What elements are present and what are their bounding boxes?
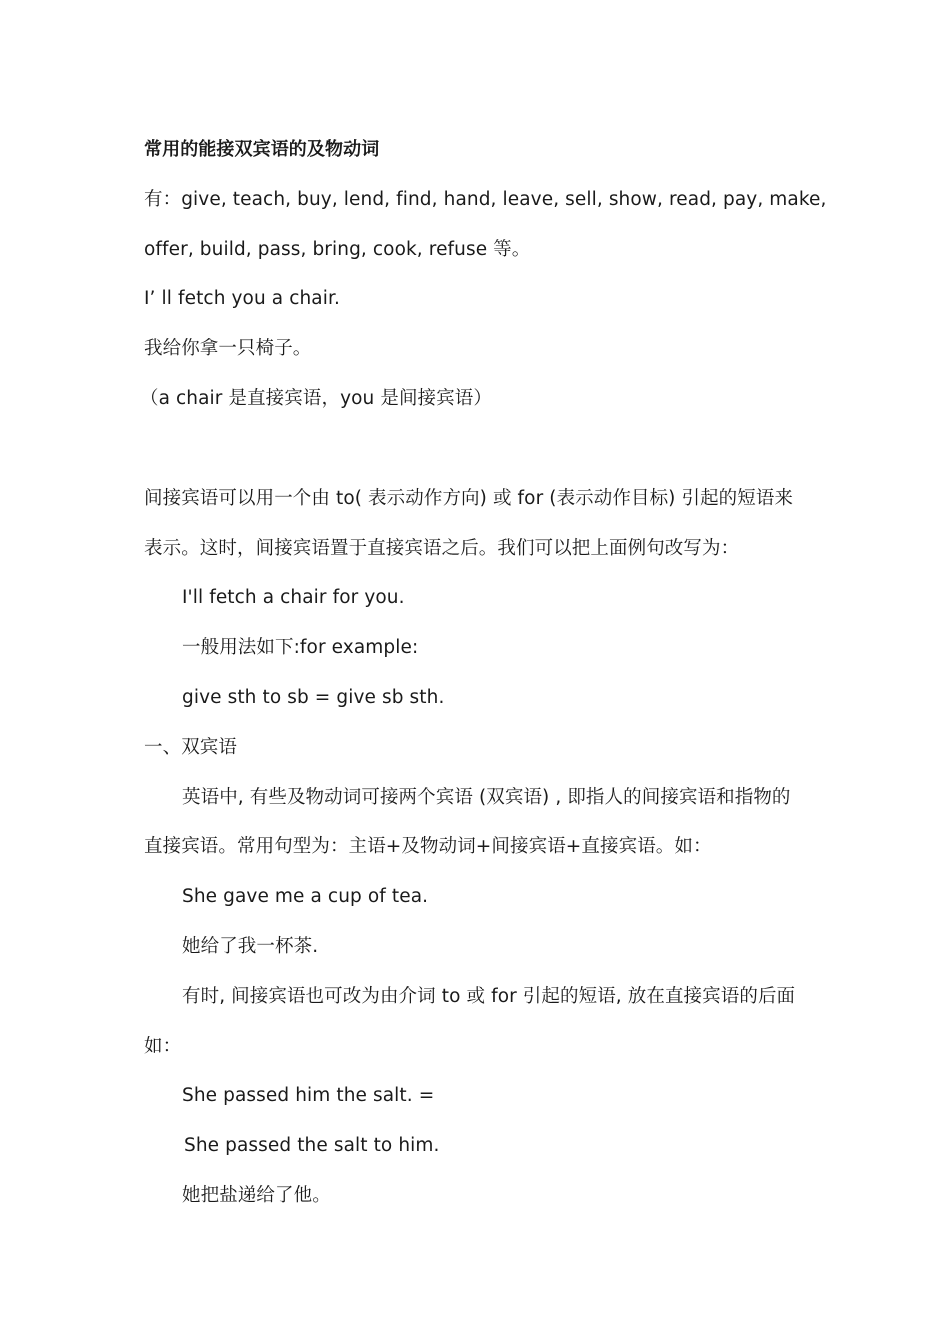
- usage-label: 一般用法如下:for example:: [182, 637, 419, 658]
- usage-formula: give sth to sb = give sb sth.: [182, 687, 445, 708]
- example-sentence: I’ ll fetch you a chair.: [144, 288, 340, 309]
- verb-list-line-2: offer, build, pass, bring, cook, refuse 等。: [144, 239, 531, 260]
- section-paragraph-line-1: 英语中, 有些及物动词可接两个宾语 (双宾语) , 即指人的间接宾语和指物的: [182, 787, 791, 808]
- paragraph-line-2: 表示。这时，间接宾语置于直接宾语之后。我们可以把上面例句改写为：: [144, 538, 740, 559]
- section-paragraph-line-2: 直接宾语。常用句型为：主语+及物动词+间接宾语+直接宾语。如：: [144, 836, 712, 857]
- document-heading: 常用的能接双宾语的及物动词: [144, 139, 380, 160]
- section-example-translation: 她给了我一杯茶.: [182, 936, 319, 957]
- section-example: She gave me a cup of tea.: [182, 886, 429, 907]
- note-example-1: She passed him the salt. =: [182, 1085, 435, 1106]
- note-example-2: She passed the salt to him.: [184, 1135, 440, 1156]
- example-translation: 我给你拿一只椅子。: [144, 338, 312, 359]
- note-paragraph-line-2: 如：: [144, 1036, 182, 1057]
- rewritten-example: I'll fetch a chair for you.: [182, 587, 405, 608]
- example-note: （a chair 是直接宾语，you 是间接宾语）: [140, 388, 492, 409]
- paragraph-line-1: 间接宾语可以用一个由 to( 表示动作方向) 或 for (表示动作目标) 引起的短语来: [144, 488, 794, 509]
- note-paragraph-line-1: 有时, 间接宾语也可改为由介词 to 或 for 引起的短语, 放在直接宾语的后面: [182, 986, 796, 1007]
- note-example-translation: 她把盐递给了他。: [182, 1185, 331, 1206]
- section-heading: 一、双宾语: [144, 737, 238, 758]
- verb-list-line-1: 有：give, teach, buy, lend, find, hand, leave, sell, show, read, pay, make,: [144, 189, 827, 210]
